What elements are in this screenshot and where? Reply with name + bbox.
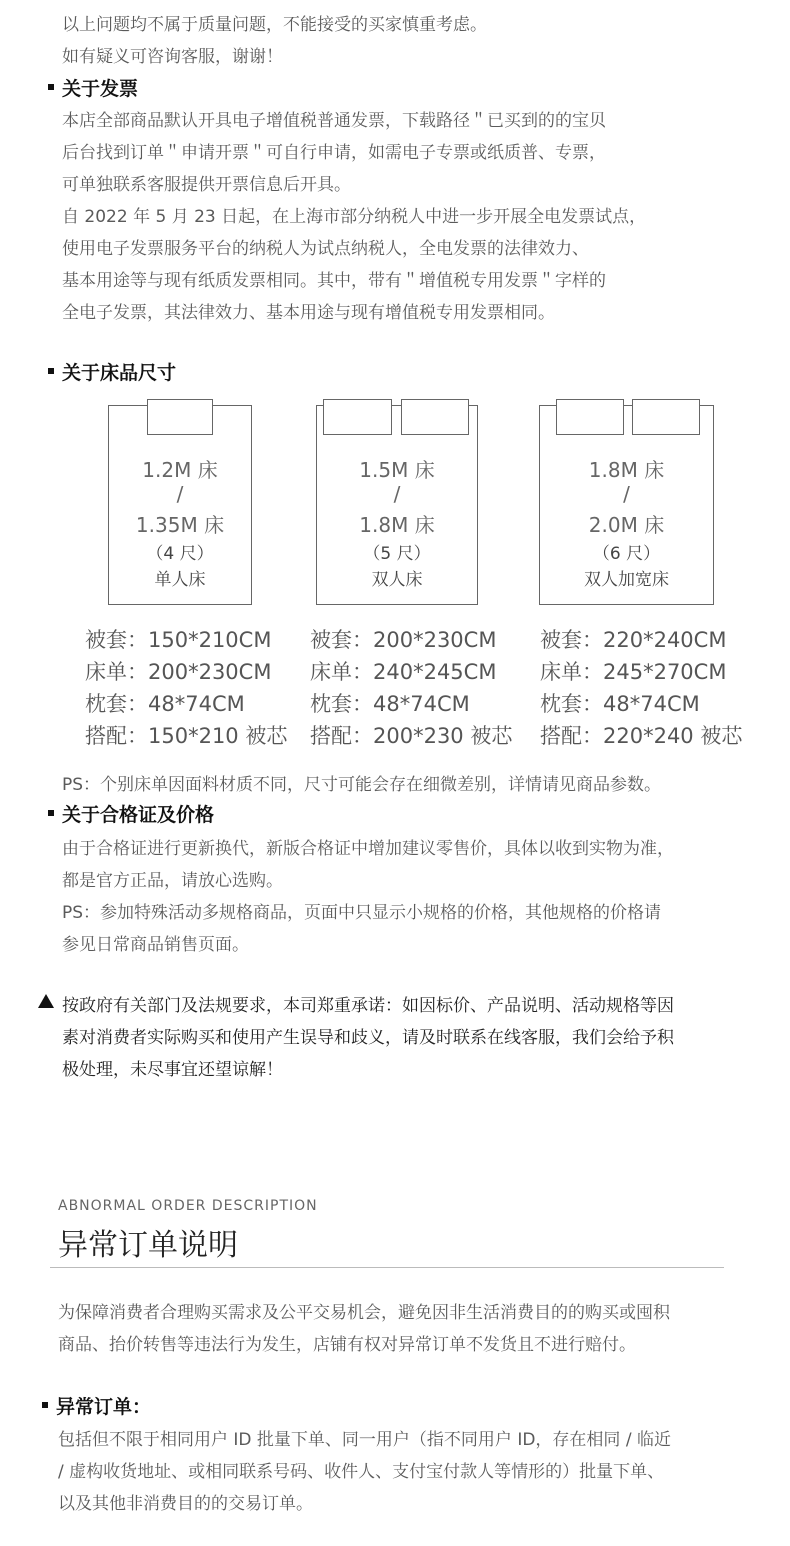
bed-chi: （4 尺） <box>146 544 214 564</box>
pillow-shape <box>323 399 392 435</box>
bed-spec: 搭配：150*210 被芯 <box>85 724 288 748</box>
bed-chi: （5 尺） <box>363 544 431 564</box>
bed-spec: 床单：240*245CM <box>310 660 497 684</box>
bed-spec: 枕套：48*74CM <box>85 692 245 716</box>
bed-size-slash: / <box>623 482 630 506</box>
bed-size-top: 1.8M 床 <box>588 458 665 482</box>
invoice-line: 自 2022 年 5 月 23 日起，在上海市部分纳税人中进一步开展全电发票试点， <box>62 207 647 227</box>
abnormal-title-en: ABNORMAL ORDER DESCRIPTION <box>58 1198 318 1214</box>
invoice-line: 使用电子发票服务平台的纳税人为试点纳税人，全电发票的法律效力、 <box>62 239 589 259</box>
bed-diagram-single <box>108 405 252 605</box>
pillow-shape <box>556 399 624 435</box>
bed-spec: 枕套：48*74CM <box>310 692 470 716</box>
certificate-line: 由于合格证进行更新换代，新版合格证中增加建议零售价，具体以收到实物为准， <box>62 839 674 859</box>
bed-size-top: 1.5M 床 <box>359 458 435 482</box>
bed-size-heading: 关于床品尺寸 <box>62 362 177 384</box>
bed-size-bottom: 2.0M 床 <box>588 513 665 537</box>
bed-spec: 搭配：200*230 被芯 <box>310 724 513 748</box>
bed-size-bottom: 1.8M 床 <box>359 513 435 537</box>
abnormal-intro-line: 为保障消费者合理购买需求及公平交易机会，避免因非生活消费目的的购买或囤积 <box>58 1303 670 1323</box>
abnormal-intro-line: 商品、抬价转售等违法行为发生，店铺有权对异常订单不发货且不进行赔付。 <box>58 1335 636 1355</box>
bed-spec: 搭配：220*240 被芯 <box>540 724 743 748</box>
pillow-shape <box>401 399 469 435</box>
invoice-line: 可单独联系客服提供开票信息后开具。 <box>62 175 351 195</box>
bed-spec: 被套：150*210CM <box>85 628 272 652</box>
certificate-line: 都是官方正品，请放心选购。 <box>62 871 283 891</box>
bed-size-note: PS：个别床单因面料材质不同，尺寸可能会存在细微差别，详情请见商品参数。 <box>62 775 662 795</box>
bed-type: 双人床 <box>371 570 423 590</box>
certificate-line: 参见日常商品销售页面。 <box>62 935 249 955</box>
abnormal-heading: 异常订单： <box>56 1396 152 1418</box>
bed-spec: 枕套：48*74CM <box>540 692 700 716</box>
warning-triangle-icon <box>38 994 54 1008</box>
bed-spec: 被套：200*230CM <box>310 628 497 652</box>
notice-line: 极处理，未尽事宜还望谅解！ <box>62 1060 283 1080</box>
bed-size-slash: / <box>393 482 401 506</box>
section-bullet <box>48 368 54 374</box>
bed-type: 单人床 <box>154 570 206 590</box>
bed-diagram-wide-double <box>539 405 714 605</box>
bed-type: 双人加宽床 <box>584 570 669 590</box>
certificate-heading: 关于合格证及价格 <box>62 804 215 826</box>
section-bullet <box>48 810 54 816</box>
notice-line: 按政府有关部门及法规要求，本司郑重承诺：如因标价、产品说明、活动规格等因 <box>62 996 674 1016</box>
notice-line: 素对消费者实际购买和使用产生误导和歧义，请及时联系在线客服，我们会给予积 <box>62 1028 674 1048</box>
bed-spec: 被套：220*240CM <box>540 628 727 652</box>
pillow-shape <box>632 399 700 435</box>
invoice-line: 本店全部商品默认开具电子增值税普通发票，下载路径＂已买到的的宝贝 <box>62 111 606 131</box>
abnormal-line: 以及其他非消费目的的交易订单。 <box>58 1494 313 1514</box>
invoice-heading: 关于发票 <box>62 78 139 100</box>
intro-line-2: 如有疑义可咨询客服，谢谢！ <box>62 47 283 67</box>
bed-size-top: 1.2M 床 <box>142 458 218 482</box>
bed-size-bottom: 1.35M 床 <box>135 513 225 537</box>
abnormal-title-zh: 异常订单说明 <box>58 1228 238 1263</box>
pillow-shape <box>147 399 213 435</box>
bed-chi: （6 尺） <box>592 544 661 564</box>
section-bullet <box>48 84 54 90</box>
invoice-line: 全电子发票，其法律效力、基本用途与现有增值税专用发票相同。 <box>62 303 555 323</box>
abnormal-line: / 虚构收货地址、或相同联系号码、收件人、支付宝付款人等情形的）批量下单、 <box>58 1462 665 1482</box>
bed-spec: 床单：200*230CM <box>85 660 272 684</box>
intro-line-1: 以上问题均不属于质量问题，不能接受的买家慎重考虑。 <box>62 15 487 35</box>
section-bullet <box>42 1402 48 1408</box>
invoice-line: 基本用途等与现有纸质发票相同。其中，带有＂增值税专用发票＂字样的 <box>62 271 606 291</box>
bed-diagram-double <box>316 405 478 605</box>
section-divider <box>50 1267 724 1268</box>
abnormal-line: 包括但不限于相同用户 ID 批量下单、同一用户（指不同用户 ID，存在相同 / 临近 <box>58 1430 671 1450</box>
bed-size-slash: / <box>176 482 184 506</box>
certificate-line: PS：参加特殊活动多规格商品，页面中只显示小规格的价格，其他规格的价格请 <box>62 903 662 923</box>
bed-spec: 床单：245*270CM <box>540 660 727 684</box>
invoice-line: 后台找到订单＂申请开票＂可自行申请，如需电子专票或纸质普、专票， <box>62 143 606 163</box>
